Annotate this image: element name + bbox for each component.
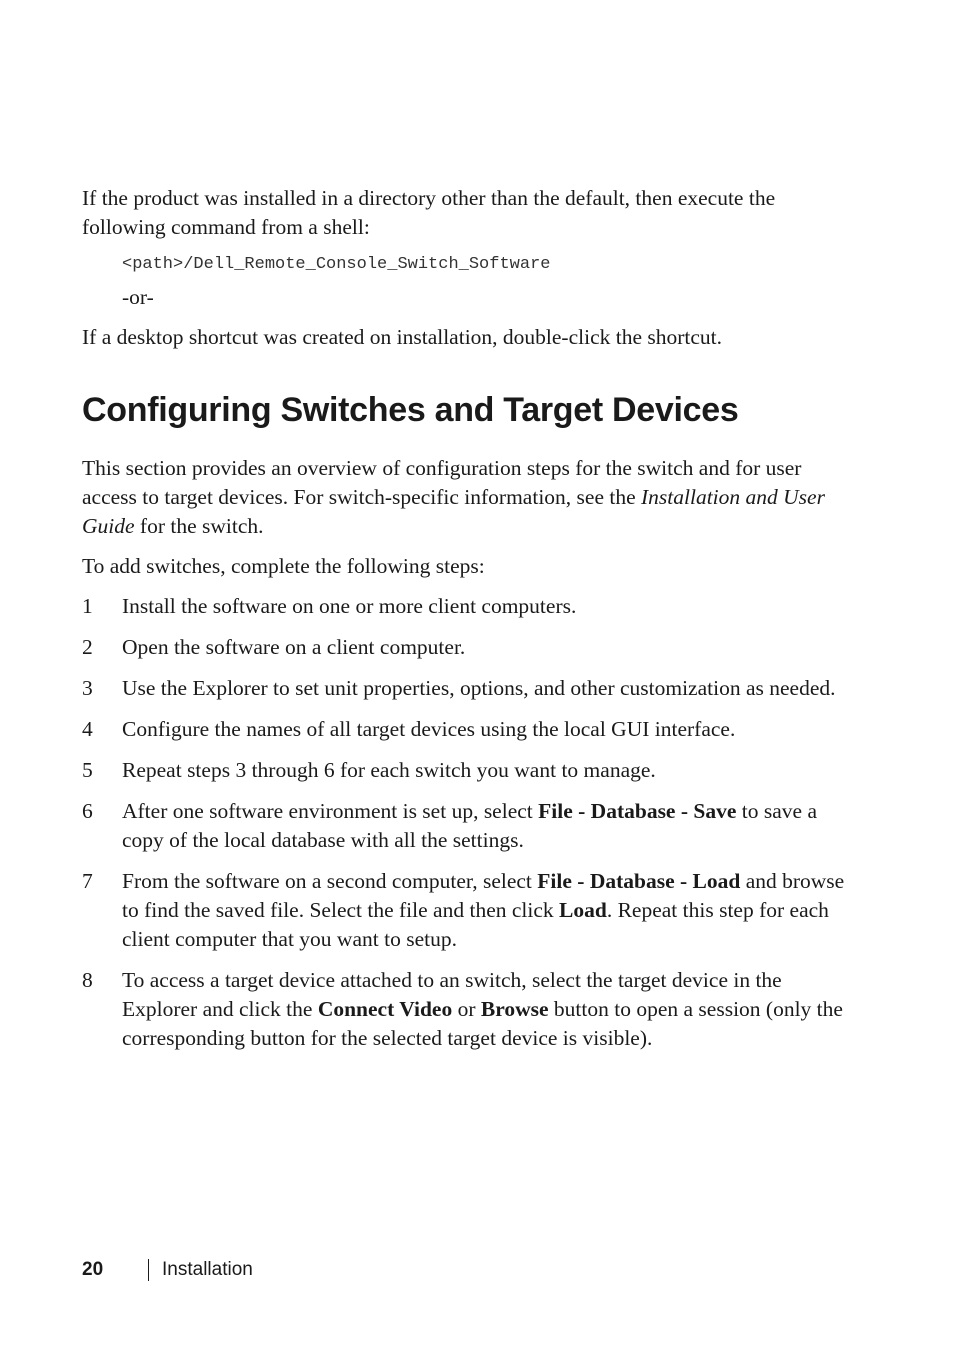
- step-number: 4: [82, 717, 93, 741]
- step-text-part: From the software on a second computer, select: [122, 869, 538, 893]
- step-number: 1: [82, 594, 93, 618]
- step-text-part: . Repeat this step for each client computer that you want to setup.: [122, 898, 829, 951]
- step-number: 2: [82, 635, 93, 659]
- shortcut-paragraph: If a desktop shortcut was created on installation, double-click the shortcut.: [82, 325, 723, 349]
- step-text-part: button to open a session (only the corresponding button for the selected target device is visible).: [122, 997, 843, 1050]
- steps-list: [82, 592, 854, 1053]
- overview-text-start: This section provides an overview of configuration steps for the switch and for user access to target devices. For switch-specific information, see the: [82, 456, 802, 509]
- footer-divider: [148, 1259, 149, 1281]
- step-number: 3: [82, 676, 93, 700]
- section-overview-paragraph: [82, 454, 854, 541]
- connect-video-label: Connect Video: [317, 997, 453, 1021]
- step-text-part: To access a target device attached to an switch, select the target device in the Explorer and click the: [122, 968, 782, 1021]
- step-text-part: After one software environment is set up, select: [122, 799, 539, 823]
- command-line: <path>/Dell_Remote_Console_Switch_Software: [122, 255, 551, 274]
- step-text: Open the software on a client computer.: [122, 635, 466, 659]
- step-text-part: and browse to find the saved file. Select the file and then click: [122, 869, 845, 922]
- step-item: [82, 756, 854, 785]
- overview-text-end: for the switch.: [134, 514, 264, 538]
- guide-title: Installation and User Guide: [82, 485, 825, 538]
- step-number: 8: [82, 968, 93, 992]
- section-heading: Configuring Switches and Target Devices: [82, 391, 739, 429]
- page-number: 20: [82, 1259, 104, 1280]
- step-item: [82, 715, 854, 744]
- or-separator: -or-: [122, 285, 154, 309]
- step-number: 7: [82, 869, 93, 893]
- step-number: 5: [82, 758, 93, 782]
- step-item: [82, 867, 854, 954]
- menu-path-load: File - Database - Load: [537, 869, 741, 893]
- step-text: Repeat steps 3 through 6 for each switch you want to manage.: [122, 758, 656, 782]
- step-text: [122, 966, 854, 1053]
- step-item: [82, 797, 854, 855]
- step-item: [82, 633, 854, 662]
- step-text: Configure the names of all target devices using the local GUI interface.: [122, 717, 736, 741]
- step-text-part: or: [452, 997, 481, 1021]
- step-item: [82, 674, 854, 703]
- page-footer: [82, 1257, 253, 1283]
- footer-section-name: Installation: [162, 1259, 253, 1280]
- step-text: Install the software on one or more client computers.: [122, 594, 577, 618]
- step-item: [82, 592, 854, 621]
- step-text: [122, 867, 854, 954]
- step-text: [122, 797, 854, 855]
- step-number: 6: [82, 799, 93, 823]
- page-content: [82, 184, 854, 1065]
- step-text: Use the Explorer to set unit properties, options, and other customization as needed.: [122, 676, 836, 700]
- load-button-label: Load: [559, 898, 607, 922]
- menu-path-save: File - Database - Save: [538, 799, 737, 823]
- step-item: [82, 966, 854, 1053]
- steps-intro-paragraph: To add switches, complete the following steps:: [82, 554, 485, 578]
- step-text-part: to save a copy of the local database with all the settings.: [122, 799, 817, 852]
- browse-label: Browse: [480, 997, 549, 1021]
- intro-paragraph: If the product was installed in a directory other than the default, then execute the following command from a shell:: [82, 186, 776, 239]
